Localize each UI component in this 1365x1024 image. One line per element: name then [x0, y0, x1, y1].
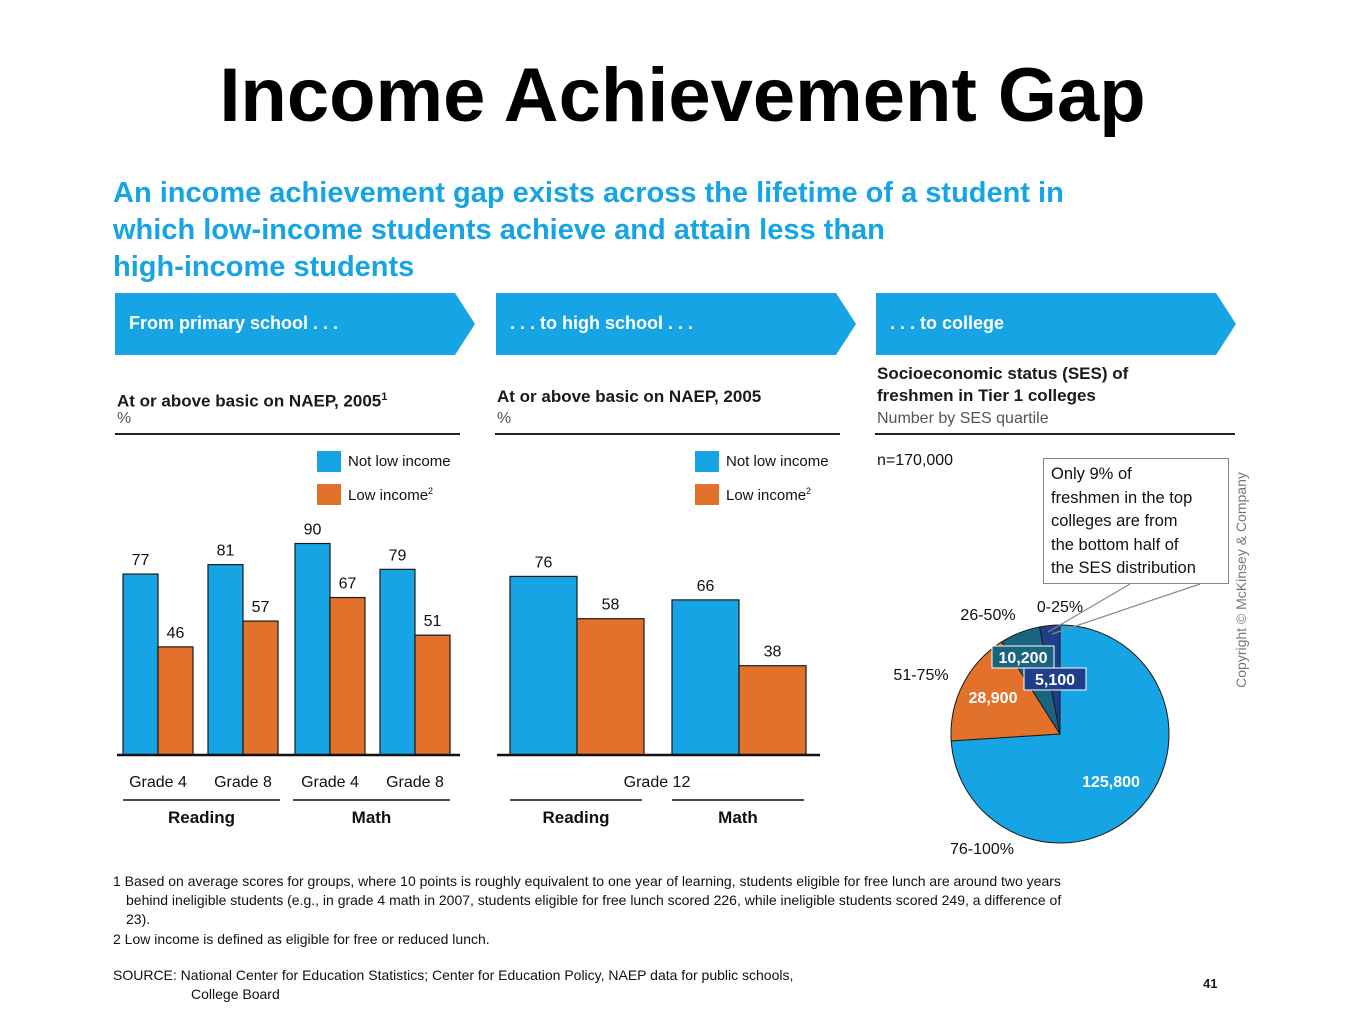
chart3-subtitle: Number by SES quartile — [877, 410, 1049, 427]
pie-value-label: 28,900 — [968, 690, 1018, 707]
bar — [672, 600, 739, 755]
copyright-notice — [1230, 450, 1252, 710]
bar — [415, 635, 450, 755]
bar — [158, 647, 193, 755]
group-label: Reading — [167, 808, 236, 827]
bar — [123, 574, 158, 755]
callout-line-3: colleges are from — [1051, 512, 1178, 530]
bar-value-label: 77 — [131, 552, 150, 570]
category-label: Grade 8 — [214, 774, 272, 791]
category-label: Grade 4 — [129, 774, 187, 791]
copyright-text: Copyright © McKinsey & Company — [1233, 472, 1249, 688]
chart2-title: At or above basic on NAEP, 2005 — [497, 387, 762, 406]
bar — [577, 619, 644, 755]
bar-value-label: 66 — [696, 577, 715, 595]
source-line-2: College Board — [191, 986, 280, 1002]
callout-line-4: the bottom half of — [1051, 535, 1179, 554]
chart1-title-footnote-mark: 1 — [381, 391, 388, 403]
bar — [739, 666, 806, 755]
category-label: Grade 4 — [301, 774, 359, 791]
chart1-legend-footnote-mark: 2 — [428, 486, 434, 496]
source-line-1: SOURCE: National Center for Education Statistics; Center for Education Policy, NAEP data for public schools, — [113, 967, 794, 983]
footnote-2: 2 Low income is defined as eligible for free or reduced lunch. — [113, 931, 490, 947]
bar-value-label: 51 — [423, 613, 442, 631]
group-label: Math — [718, 808, 758, 827]
banner-label: From primary school . . . — [129, 313, 339, 333]
headline-line-2: which low-income students achieve and attain less than — [113, 214, 885, 246]
bar-value-label: 57 — [251, 599, 270, 617]
pie-quartile-label: 26-50% — [960, 607, 1016, 624]
category-label: Grade 8 — [386, 774, 444, 791]
footnote-1-line-2: behind ineligible students (e.g., in grade 4 math in 2007, students eligible for free lunch scored 226, while ineligible students scored 249, a difference of — [126, 892, 1062, 908]
chart1-unit: % — [117, 410, 132, 427]
page-number: 41 — [1203, 976, 1218, 991]
pie-quartile-label: 0-25% — [1036, 599, 1084, 616]
callout-line-1: Only 9% of — [1051, 465, 1132, 483]
chart3-title-line-2: freshmen in Tier 1 colleges — [877, 386, 1096, 405]
bar-value-label: 79 — [388, 547, 407, 565]
shared-category-label: Grade 12 — [623, 774, 691, 791]
bar — [208, 565, 243, 755]
bar-value-label: 58 — [601, 596, 620, 614]
bar-value-label: 38 — [763, 643, 782, 661]
bar — [510, 576, 577, 755]
group-label: Math — [351, 808, 392, 827]
chart2-bars — [497, 554, 820, 827]
bar-value-label: 67 — [338, 575, 357, 593]
slide-title: Income Achievement Gap — [219, 53, 1146, 138]
source-note — [113, 966, 793, 1004]
bar — [380, 569, 415, 755]
bar — [295, 544, 330, 756]
banner-label: . . . to college — [890, 313, 1005, 333]
headline-line-1: An income achievement gap exists across the lifetime of a student in — [113, 177, 1064, 209]
chart2-unit: % — [497, 410, 512, 427]
chart1-legend-low-income-text: Low income — [348, 487, 429, 504]
chart2-legend-footnote-mark: 2 — [806, 486, 812, 496]
pie-quartile-label: 76-100% — [949, 841, 1015, 858]
bar-value-label: 76 — [534, 554, 553, 572]
bar — [243, 621, 278, 755]
chart2-legend-low-income-text: Low income — [726, 487, 807, 504]
chart1-title-text: At or above basic on NAEP, 2005 — [117, 391, 382, 411]
bar-value-label: 46 — [166, 624, 185, 642]
footnote-1-line-1: 1 Based on average scores for groups, where 10 points is roughly equivalent to one year of learning, students eligible for free lunch are around two years — [113, 873, 1061, 889]
bar — [330, 598, 365, 755]
chart3-sample-size: n=170,000 — [877, 452, 954, 469]
pie-value-label: 5,100 — [1034, 672, 1076, 689]
chart2-legend-not-low-income: Not low income — [726, 453, 829, 470]
pie-callout-box — [1043, 458, 1229, 584]
bar-value-label: 90 — [303, 521, 322, 539]
chart3-title-line-1: Socioeconomic status (SES) of — [877, 364, 1129, 383]
chart1-bars — [117, 522, 460, 828]
pie-value-label: 10,200 — [998, 650, 1048, 667]
footnote-1-line-3: 23). — [126, 911, 151, 927]
chart3-pie — [893, 584, 1200, 858]
banner-label: . . . to high school . . . — [510, 313, 693, 333]
headline-line-3: high-income students — [113, 251, 415, 283]
pie-quartile-label: 51-75% — [893, 667, 949, 684]
callout-line-2: freshmen in the top — [1051, 488, 1193, 507]
chart1-legend-not-low-income: Not low income — [348, 453, 451, 470]
bar-value-label: 81 — [216, 542, 235, 560]
footnote-1 — [113, 872, 1061, 929]
group-label: Reading — [542, 808, 610, 827]
pie-value-label: 125,800 — [1082, 774, 1140, 791]
callout-line-5: the SES distribution — [1051, 559, 1196, 577]
